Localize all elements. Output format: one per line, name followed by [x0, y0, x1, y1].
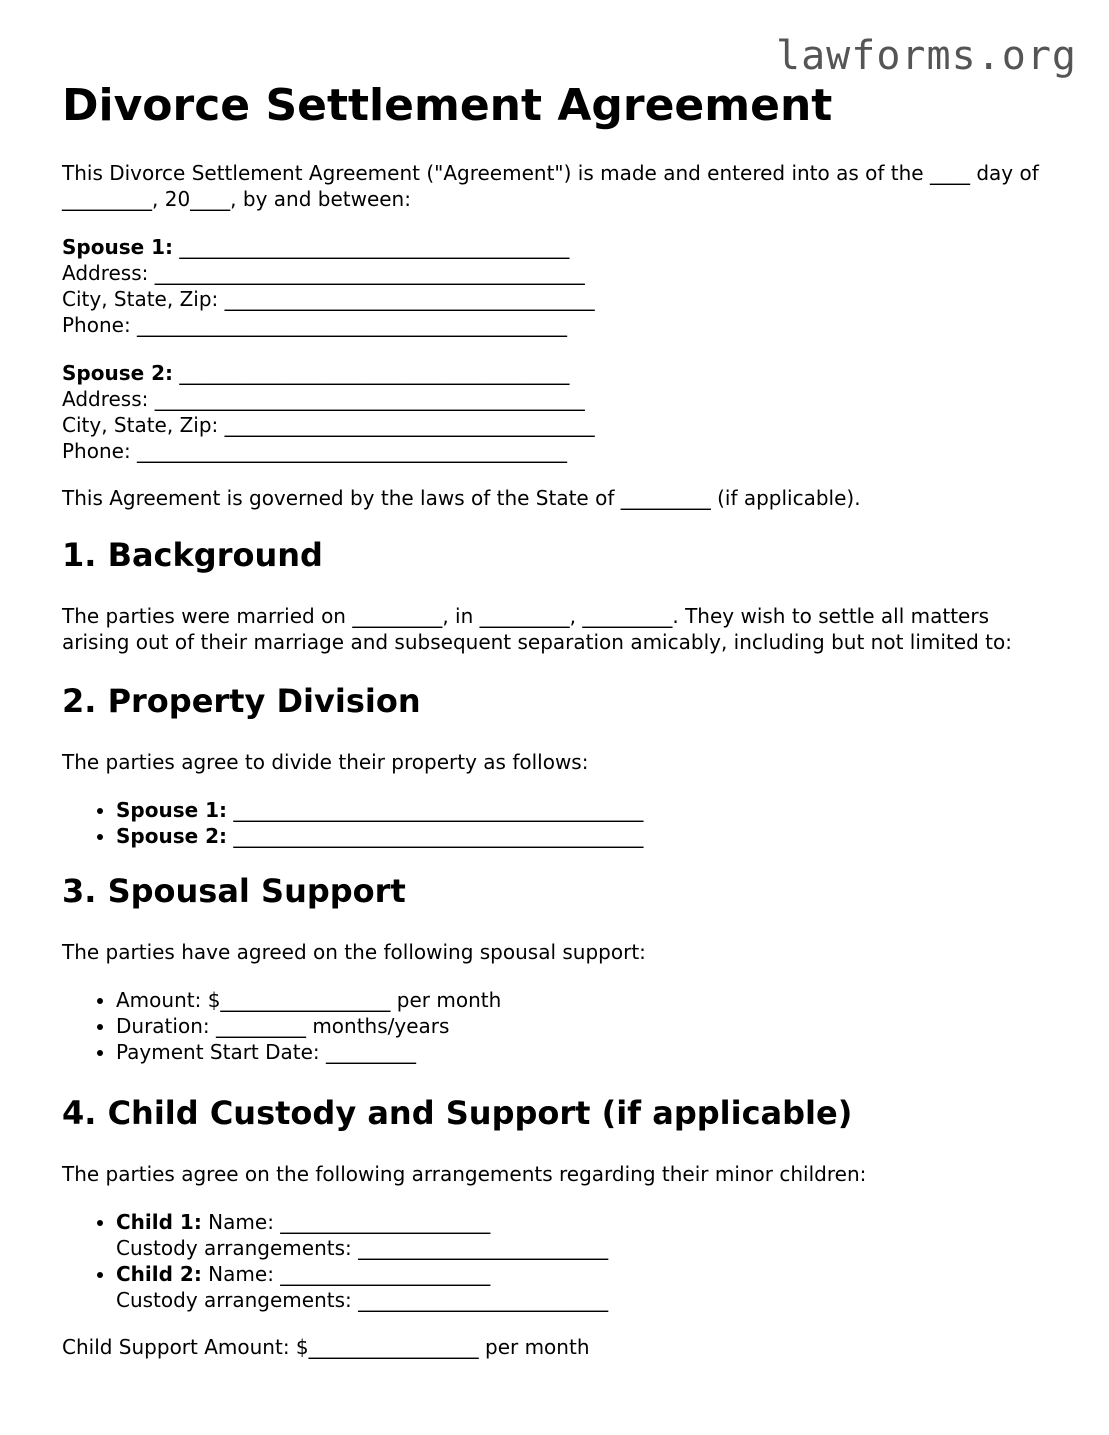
watermark-logo: lawforms.org — [776, 33, 1077, 79]
spouse-1-name-blank[interactable]: _______________________________________ — [173, 235, 570, 259]
spouse-2-name-blank[interactable]: _______________________________________ — [173, 361, 570, 385]
spouse-2-address-line[interactable]: Address: ___________________________________________ — [62, 387, 585, 411]
spouse-1-phone-line[interactable]: Phone: ___________________________________________ — [62, 313, 568, 337]
spouse-1-block — [62, 234, 1062, 338]
spousal-start-date-item[interactable]: • Payment Start Date: _________ — [116, 1039, 1062, 1065]
property-list — [62, 797, 1062, 849]
property-spouse-2-label: Spouse 2: — [116, 824, 228, 848]
governing-law-paragraph: This Agreement is governed by the laws of the State of _________ (if applicable). — [62, 486, 861, 510]
background-paragraph: The parties were married on _________, in _________, _________. They wish to settle all matters arising out of their marriage and subsequent separation amicably, including but not limited to: — [62, 604, 1012, 654]
custody-paragraph: The parties agree on the following arrangements regarding their minor children: — [62, 1162, 867, 1186]
property-paragraph: The parties agree to divide their property as follows: — [62, 750, 589, 774]
property-spouse-1-label: Spouse 1: — [116, 798, 228, 822]
child-1-label: Child 1: — [116, 1210, 202, 1234]
child-1-name-blank[interactable]: Name: _____________________ — [201, 1210, 491, 1234]
document-page — [62, 78, 1062, 1360]
child-1-item[interactable] — [116, 1209, 1062, 1261]
section-heading-property: 2. Property Division — [62, 682, 421, 720]
spousal-duration-item[interactable]: • Duration: _________ months/years — [116, 1013, 1062, 1039]
spouse-2-label: Spouse 2: — [62, 361, 174, 385]
spouse-2-phone-line[interactable]: Phone: ___________________________________________ — [62, 439, 568, 463]
child-2-name-blank[interactable]: Name: _____________________ — [201, 1262, 491, 1286]
spousal-list — [62, 987, 1062, 1065]
section-heading-child-custody: 4. Child Custody and Support (if applicable) — [62, 1094, 853, 1132]
children-list — [62, 1209, 1062, 1313]
child-2-label: Child 2: — [116, 1262, 202, 1286]
spouse-2-block — [62, 360, 1062, 464]
section-heading-spousal-support: 3. Spousal Support — [62, 872, 406, 910]
spouse-1-address-line[interactable]: Address: ___________________________________________ — [62, 261, 585, 285]
child-2-custody-blank[interactable]: Custody arrangements: _________________________ — [116, 1288, 609, 1312]
intro-paragraph: This Divorce Settlement Agreement ("Agreement") is made and entered into as of the ____ day of _________, 20____, by and between: — [62, 161, 1039, 211]
child-support-amount-line[interactable]: Child Support Amount: $_________________ per month — [62, 1335, 590, 1359]
spouse-1-name-line[interactable] — [62, 234, 1062, 260]
spouse-1-city-line[interactable]: City, State, Zip: _____________________________________ — [62, 287, 595, 311]
list-item[interactable] — [116, 823, 1062, 849]
spousal-paragraph: The parties have agreed on the following spousal support: — [62, 940, 646, 964]
child-2-item[interactable] — [116, 1261, 1062, 1313]
section-heading-background: 1. Background — [62, 536, 323, 574]
document-title: Divorce Settlement Agreement — [62, 80, 833, 131]
list-item[interactable] — [116, 797, 1062, 823]
property-spouse-1-blank[interactable]: _________________________________________ — [227, 798, 644, 822]
spouse-1-label: Spouse 1: — [62, 235, 174, 259]
spouse-2-name-line[interactable] — [62, 360, 1062, 386]
spousal-amount-item[interactable]: • Amount: $_________________ per month — [116, 987, 1062, 1013]
spouse-2-city-line[interactable]: City, State, Zip: _____________________________________ — [62, 413, 595, 437]
child-1-custody-blank[interactable]: Custody arrangements: _________________________ — [116, 1236, 609, 1260]
property-spouse-2-blank[interactable]: _________________________________________ — [227, 824, 644, 848]
